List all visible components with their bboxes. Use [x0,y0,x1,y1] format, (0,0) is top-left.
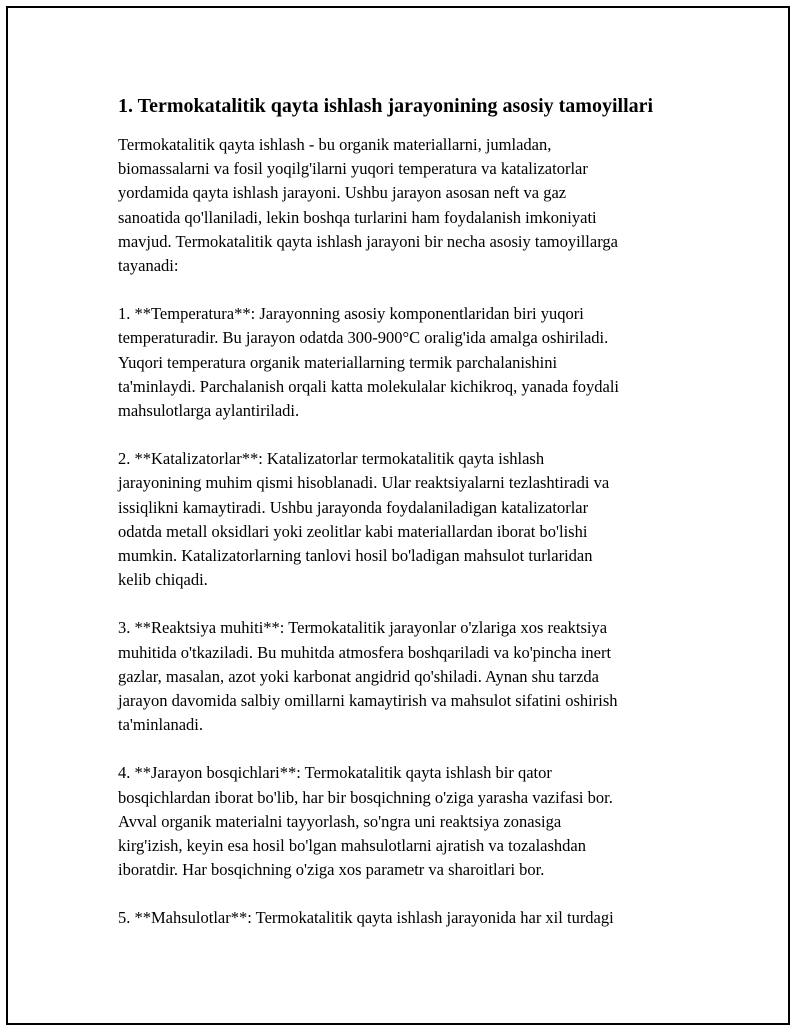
document-title: 1. Termokatalitik qayta ishlash jarayonining asosiy tamoyillari [118,95,654,117]
products-paragraph: 5. **Mahsulotlar**: Termokatalitik qayta ishlash jarayonida har xil turdagi [118,908,614,928]
reaction-medium-paragraph: 3. **Reaktsiya muhiti**: Termokatalitik jarayonlar o'zlariga xos reaktsiya muhitida o'tkaziladi. Bu muhitda atmosfera boshqariladi va ko'pincha inert gazlar, masalan, azot yoki karbonat angidrid qo'shiladi. Aynan shu tarzda jarayon davomida salbiy omillarni kamaytirish va mahsulot sifatini oshirish ta'minlanadi. [118,618,618,735]
process-stages-paragraph: 4. **Jarayon bosqichlari**: Termokatalitik qayta ishlash bir qator bosqichlardan iborat bo'lib, har bir bosqichning o'ziga yarasha vazifasi bor. Avval organik materialni tayyorlash, so'ngra uni reaktsiya zonasiga kirg'izish, keyin esa hosil bo'lgan mahsulotlarni ajratish va tozalashdan iboratdir. Har bosqichning o'ziga xos parametr va sharoitlari bor. [118,763,613,880]
temperature-paragraph: 1. **Temperatura**: Jarayonning asosiy komponentlaridan biri yuqori temperaturadir. Bu jarayon odatda 300-900°C oralig'ida amalga oshiriladi. Yuqori temperatura organik materiallarning termik parchalanishini ta'minlaydi. Parchalanish orqali katta molekulalar kichikroq, yanada foydali mahsulotlarga aylantiriladi. [118,304,620,421]
catalysts-paragraph: 2. **Katalizatorlar**: Katalizatorlar termokatalitik qayta ishlash jarayonining muhim qismi hisoblanadi. Ular reaktsiyalarni tezlashtiradi va issiqlikni kamaytiradi. Ushbu jarayonda foydalaniladigan katalizatorlar odatda metall oksidlari yoki zeolitlar kabi materiallardan iborat bo'lishi mumkin. Katalizatorlarning tanlovi hosil bo'ladigan mahsulot turlaridan kelib chiqadi. [118,449,610,590]
intro-paragraph: Termokatalitik qayta ishlash - bu organik materiallarni, jumladan, biomassalarni va fosil yoqilg'ilarni yuqori temperatura va katalizatorlar yordamida qayta ishlash jarayoni. Ushbu jarayon asosan neft va gaz sanoatida qo'llaniladi, lekin boshqa turlarini ham foydalanish imkoniyati mavjud. Termokatalitik qayta ishlash jarayoni bir necha asosiy tamoyillarga tayanadi: [118,135,618,276]
document-body [118,93,698,955]
